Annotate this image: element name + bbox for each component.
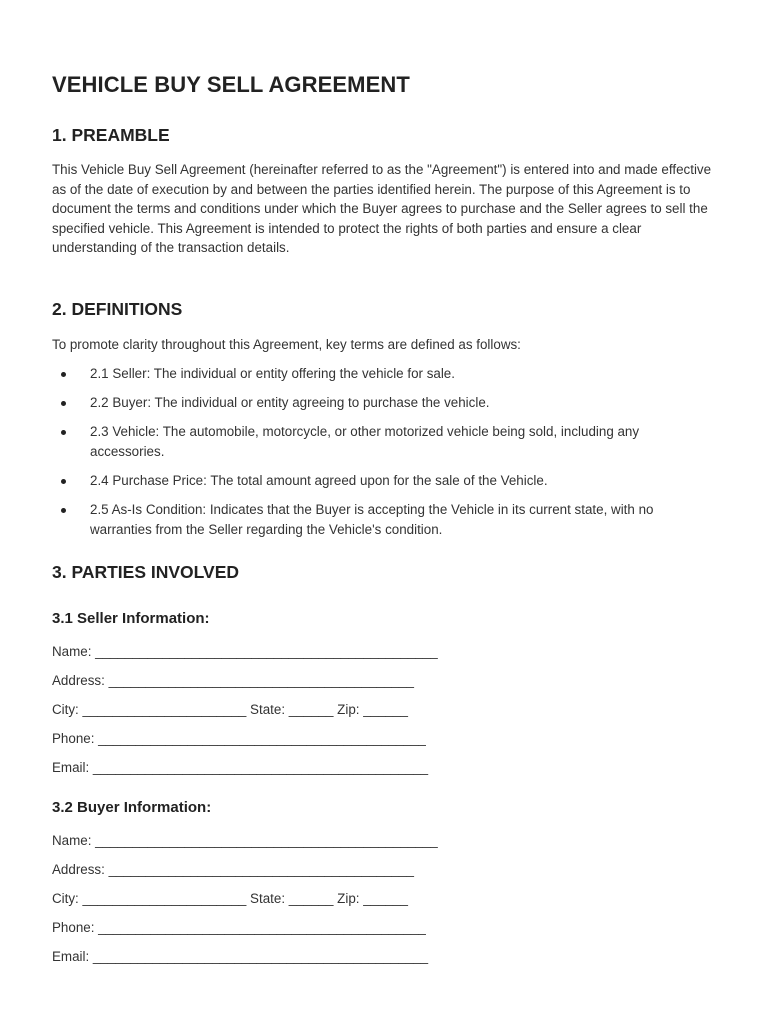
bullet-icon [61, 430, 66, 435]
definition-text: 2.4 Purchase Price: The total amount agreed upon for the sale of the Vehicle. [90, 473, 548, 489]
definition-text: 2.5 As-Is Condition: Indicates that the Buyer is accepting the Vehicle in its current state, with no warranties from the Seller regarding the Vehicle's condition. [90, 502, 654, 537]
seller-info-heading: 3.1 Seller Information: [52, 610, 210, 627]
buyer-address-field[interactable]: Address: _________________________________________ [52, 862, 414, 877]
bullet-icon [61, 479, 66, 484]
definitions-list [52, 364, 712, 549]
buyer-info-heading: 3.2 Buyer Information: [52, 799, 212, 816]
document-title: VEHICLE BUY SELL AGREEMENT [52, 72, 410, 97]
parties-heading: 3. PARTIES INVOLVED [52, 562, 240, 582]
buyer-city-state-zip-field[interactable]: City: ______________________ State: ______ Zip: ______ [52, 891, 408, 906]
seller-address-field[interactable]: Address: _________________________________________ [52, 673, 414, 688]
definition-item-vehicle [52, 422, 712, 461]
definitions-intro: To promote clarity throughout this Agreement, key terms are defined as follows: [52, 337, 521, 352]
buyer-email-field[interactable]: Email: _____________________________________________ [52, 949, 429, 964]
definition-text: 2.3 Vehicle: The automobile, motorcycle, or other motorized vehicle being sold, including any accessories. [90, 424, 640, 459]
definition-text: 2.1 Seller: The individual or entity offering the vehicle for sale. [90, 366, 455, 381]
definitions-heading: 2. DEFINITIONS [52, 299, 183, 319]
bullet-icon [61, 372, 66, 377]
bullet-icon [61, 401, 66, 406]
preamble-text: This Vehicle Buy Sell Agreement (hereinafter referred to as the "Agreement") is entered into and made effective as of the date of execution by and between the parties identified herein. The purpose of this Agreement is to document the terms and conditions under which the Buyer agrees to purchase and the Seller agrees to sell the specified vehicle. This Agreement is intended to protect the rights of both parties and ensure a clear understanding of the transaction details. [52, 162, 712, 256]
seller-email-field[interactable]: Email: _____________________________________________ [52, 760, 429, 775]
definition-item-purchase-price [52, 471, 712, 491]
definition-item-as-is-condition [52, 500, 712, 539]
bullet-icon [61, 508, 66, 513]
buyer-name-field[interactable]: Name: ______________________________________________ [52, 833, 438, 848]
seller-phone-field[interactable]: Phone: ____________________________________________ [52, 731, 426, 746]
buyer-phone-field[interactable]: Phone: ____________________________________________ [52, 920, 426, 935]
definition-item-buyer [52, 393, 712, 413]
definition-text: 2.2 Buyer: The individual or entity agreeing to purchase the vehicle. [90, 395, 490, 411]
seller-name-field[interactable]: Name: ______________________________________________ [52, 644, 438, 659]
seller-city-state-zip-field[interactable]: City: ______________________ State: ______ Zip: ______ [52, 702, 408, 717]
preamble-heading: 1. PREAMBLE [52, 125, 170, 145]
definition-item-seller [52, 364, 712, 384]
